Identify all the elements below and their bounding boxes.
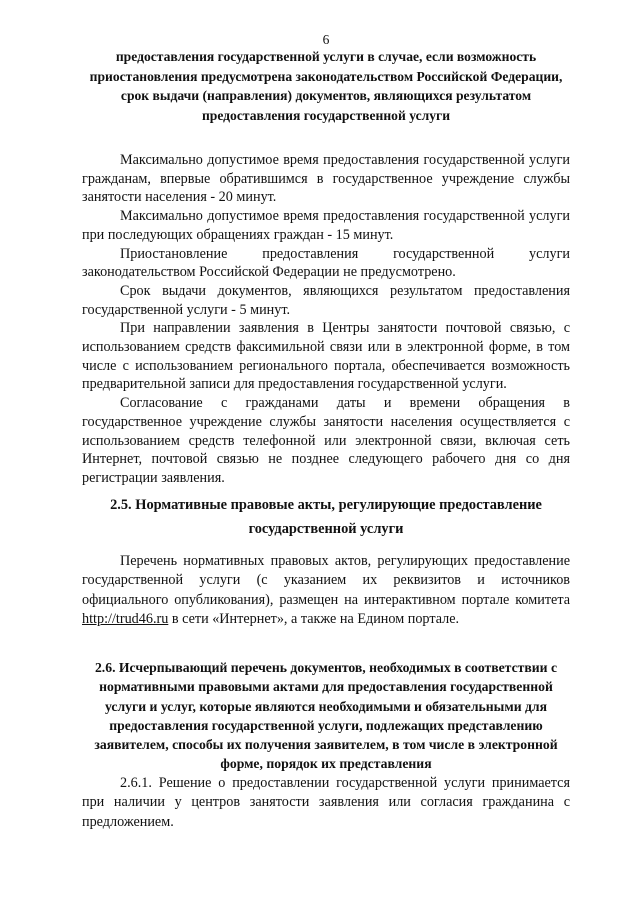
- paragraph-max-time-repeat: Максимально допустимое время предоставления государственной услуги при последующих обращениях граждан - 15 минут.: [82, 208, 570, 243]
- paragraph-legal-acts: [82, 552, 570, 630]
- paragraph-2-6-1: 2.6.1. Решение о предоставлении государственной услуги принимается при наличии у центров занятости заявления или согласия гражданина с предложением.: [82, 775, 570, 830]
- legal-acts-text-end: в сети «Интернет», а также на Едином портале.: [168, 611, 460, 628]
- section-heading-continuation: предоставления государственной услуги в случае, если возможность приостановления предусмотрена законодательством Российской Федерации, срок выдачи (направления) документов, являющихся результатом предоставления государственной услуги: [89, 49, 563, 123]
- section-2-6-body: [82, 774, 570, 832]
- paragraph-issue-term: Срок выдачи документов, являющихся результатом предоставления государственной услуги - 5 минут.: [82, 282, 570, 318]
- paragraph-appointment-agreement: Согласование с гражданами даты и времени обращения в государственное учреждение службы занятости населения осуществляется с использованием средств телефонной или электронной связи, включая сеть Интернет, почтовой связью не позднее следующего рабочего дня со дня регистрации заявления.: [82, 395, 570, 486]
- section-2-5-body: [82, 552, 570, 630]
- trud46-link[interactable]: http://trud46.ru: [82, 611, 169, 628]
- section-2-6-heading: 2.6. Исчерпывающий перечень документов, необходимых в соответствии с нормативными правовыми актами для предоставления государственной услуги и услуг, которые являются необходимыми и обязательными для предоставления государственной услуги, подлежащих представлению заявителем, способы их получения заявителем, в том числе в электронной форме, порядок их представления: [94, 660, 558, 772]
- section-2-5-heading: 2.5. Нормативные правовые акты, регулирующие предоставление государственной услуги: [110, 497, 542, 537]
- paragraph-application-channels: При направлении заявления в Центры занятости почтовой связью, с использованием средств факсимильной связи или в электронной форме, в том числе с использованием регионального портала, обеспечивается возможность предварительной записи для предоставления государственной услуги.: [82, 320, 570, 393]
- paragraph-suspension: Приостановление предоставления государственной услуги законодательством Российской Федерации не предусмотрено.: [82, 245, 570, 281]
- section-2-4-body: [82, 151, 570, 488]
- paragraph-max-time-first: Максимально допустимое время предоставления государственной услуги гражданам, впервые обратившимся в государственное учреждение службы занятости населения - 20 минут.: [82, 152, 570, 206]
- legal-acts-text-start: Перечень нормативных правовых актов, регулирующих предоставление государственной услуги (с указанием их реквизитов и источников официального опубликования), размещен на интерактивном портале комитета: [82, 553, 570, 608]
- page-number: 6: [322, 32, 330, 47]
